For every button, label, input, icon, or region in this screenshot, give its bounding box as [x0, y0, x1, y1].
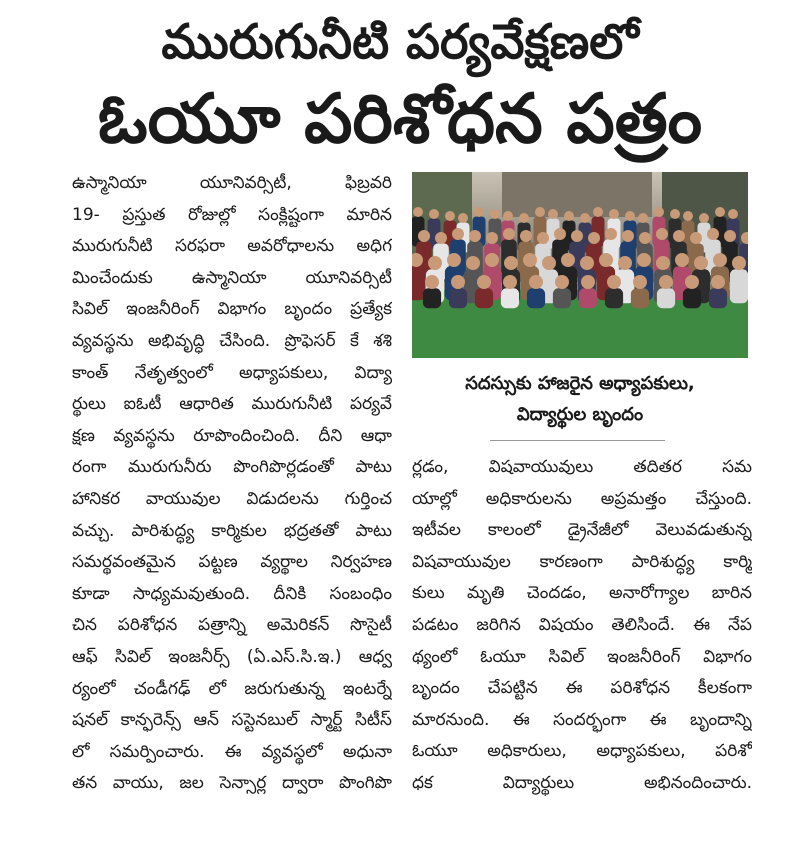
person-body: [657, 288, 675, 308]
article-line: థ్యంలో ఓయూ సివిల్ ఇంజనీరింగ్ విభాగం: [412, 646, 752, 667]
article-line: ఓయూ అధికారులు, అధ్యాపకులు, పరిశో: [412, 741, 752, 762]
person-head: [724, 230, 736, 242]
article-line: సివిల్ ఇంజనీరింగ్ విభాగం బృందం ప్రత్యేక: [72, 299, 392, 320]
caption-line-1: సదస్సుకు హాజరైన అధ్యాపకులు,: [465, 373, 695, 394]
person-head: [654, 207, 664, 217]
person-head: [435, 232, 447, 244]
article-line: సమర్థవంతమైన పట్టణ వ్యర్థాల నిర్వహణ: [72, 552, 392, 573]
article-line: కూడా సాధ్యమవుతుంది. దీనికి సంబంధిం: [72, 583, 392, 604]
person-head: [490, 209, 500, 219]
group-photo-illustration: [412, 172, 748, 358]
article-line: ర్యంలో చండీగఢ్ లో జరుగుతున్న ఇంటర్నే: [72, 678, 392, 699]
person-head: [711, 275, 725, 289]
article-line: చిన పరిశోధన పత్రాన్ని అమెరికన్ సొసైటీ: [72, 615, 392, 636]
person-head: [413, 207, 423, 217]
person-head: [447, 253, 461, 267]
article-line: ఇటీవల కాలంలో డ్రైనేజీలో వెలువడుతున్న: [412, 520, 752, 541]
caption-divider: [490, 440, 665, 441]
person-head: [477, 275, 491, 289]
person-head: [732, 256, 746, 270]
person-head: [503, 211, 513, 221]
person-body: [730, 269, 748, 303]
person-head: [564, 211, 574, 221]
person-head: [428, 256, 442, 270]
person-head: [605, 228, 617, 240]
person-head: [519, 213, 529, 223]
person-head: [690, 232, 702, 244]
person-head: [656, 228, 668, 240]
person-head: [670, 209, 680, 219]
person-body: [605, 288, 623, 308]
person-body: [527, 288, 545, 308]
person-head: [685, 275, 699, 289]
person-head: [561, 253, 575, 267]
person-head: [452, 228, 464, 240]
article-line: మారనుంది. ఈ సందర్భంగా ఈ బృందాన్ని: [412, 709, 752, 730]
person-body: [475, 288, 493, 308]
person-head: [699, 213, 709, 223]
article-line: 19- ప్రస్తుత రోజుల్లో సంక్లిష్టంగా మారిన: [72, 204, 392, 225]
person-head: [466, 256, 480, 270]
person-body: [501, 288, 519, 308]
person-body: [553, 288, 571, 308]
article-line: పడటం జరిగిన విషయం తెలిసిందే. ఈ నేప: [412, 614, 752, 635]
person-body: [631, 288, 649, 308]
person-body: [449, 288, 467, 308]
person-head: [707, 228, 719, 240]
person-head: [728, 209, 738, 219]
person-head: [683, 211, 693, 221]
photo-caption: [412, 368, 748, 430]
person-head: [429, 209, 439, 219]
article-line: బృందం చేపట్టిన ఈ పరిశోధన కీలకంగా: [412, 678, 752, 699]
article-line: వచ్చు. పారిశుద్ధ్య కార్మికుల భద్రతతో పాటు: [72, 520, 392, 541]
person-head: [458, 213, 468, 223]
article-line: రంగా మురుగునీరు పొంగిపొర్లడంతో పాటు: [72, 457, 392, 478]
person-head: [609, 209, 619, 219]
person-head: [713, 253, 727, 267]
article-line: క్షణ వ్యవస్థను రూపొందించింది. దీని ఆధా: [72, 425, 392, 446]
group-photo: [412, 172, 748, 358]
person-head: [485, 253, 499, 267]
person-head: [504, 256, 518, 270]
article-line: వ్యవస్థను అభివృద్ధి చేసింది. ప్రొఫెసర్ కే శశి: [72, 330, 392, 351]
person-head: [554, 228, 566, 240]
person-head: [618, 256, 632, 270]
person-head: [607, 275, 621, 289]
person-head: [537, 232, 549, 244]
person-head: [633, 275, 647, 289]
article-line: షనల్ కాన్ఫరెన్స్ ఆన్ సస్టెనబుల్ స్మార్ట్ సిటీస్: [72, 710, 392, 731]
person-body: [683, 288, 701, 308]
person-head: [599, 253, 613, 267]
person-head: [474, 207, 484, 217]
person-head: [542, 256, 556, 270]
person-head: [529, 275, 543, 289]
person-head: [425, 275, 439, 289]
person-head: [571, 230, 583, 242]
article-line: ర్థులు ఐఓటీ ఆధారిత మురుగునీటి పర్యవే: [72, 394, 392, 415]
person-head: [486, 232, 498, 244]
person-body: [423, 288, 441, 308]
person-head: [581, 275, 595, 289]
article-line: విషవాయువుల కారణంగా పారిశుద్ధ్య కార్మి: [412, 551, 752, 572]
article-line: కాంత్ నేతృత్వంలో అధ్యాపకులు, విద్యా: [72, 362, 392, 383]
person-head: [675, 253, 689, 267]
person-head: [523, 253, 537, 267]
person-head: [715, 207, 725, 217]
person-head: [451, 275, 465, 289]
article-line: కులు మృతి చెందడం, అనారోగ్యాల బారిన: [412, 583, 752, 604]
person-body: [579, 288, 597, 308]
person-head: [503, 275, 517, 289]
article-line: ర్లడం, విషవాయువులు తదితర సమ: [412, 457, 752, 477]
headline-line-2: ఓయూ పరిశోధన పత్రం: [97, 80, 703, 159]
article-column-right: [412, 452, 752, 800]
person-head: [656, 256, 670, 270]
article-line: ఉస్మానియా యూనివర్సిటీ, ఫిబ్రవరి: [72, 173, 392, 193]
person-head: [638, 213, 648, 223]
person-head: [580, 256, 594, 270]
person-head: [469, 230, 481, 242]
person-head: [639, 232, 651, 244]
person-head: [555, 275, 569, 289]
person-body: [709, 288, 727, 308]
person-head: [520, 230, 532, 242]
person-head: [580, 213, 590, 223]
person-head: [593, 207, 603, 217]
person-head: [622, 230, 634, 242]
person-head: [659, 275, 673, 289]
person-head: [535, 207, 545, 217]
person-head: [637, 253, 651, 267]
article-line: హానికర వాయువుల విడుదలను గుర్తించ: [72, 488, 392, 509]
article-line: మించేందుకు ఉస్మానియా యూనివర్సిటీ: [72, 267, 392, 288]
article-line: ధక విద్యార్థులు అభినందించారు.: [412, 772, 752, 793]
person-head: [548, 209, 558, 219]
article-line: లో సమర్పించారు. ఈ వ్యవస్థలో అధునా: [72, 741, 392, 762]
article-line: యాల్లో అధికారులను అప్రమత్తం చేస్తుంది.: [412, 488, 752, 509]
article-line: మురుగునీటి సరఫరా అవరోధాలను అధిగ: [72, 236, 392, 257]
headline-line-1: మురుగునీటి పర్యవేక్షణలో: [161, 14, 639, 70]
article-line: ఆఫ్ సివిల్ ఇంజనీర్స్ (ఏ.ఎస్.సి.ఇ.) ఆధ్వ: [72, 646, 392, 667]
article-column-left: [72, 168, 392, 800]
person-head: [503, 228, 515, 240]
person-head: [625, 211, 635, 221]
person-head: [673, 230, 685, 242]
person-head: [445, 211, 455, 221]
article-line: తన వాయు, జల సెన్సార్ల ద్వారా పొంగిపొ: [72, 773, 392, 794]
person-head: [694, 256, 708, 270]
person-head: [418, 230, 430, 242]
caption-line-2: విద్యార్థుల బృందం: [516, 404, 644, 425]
person-head: [588, 232, 600, 244]
